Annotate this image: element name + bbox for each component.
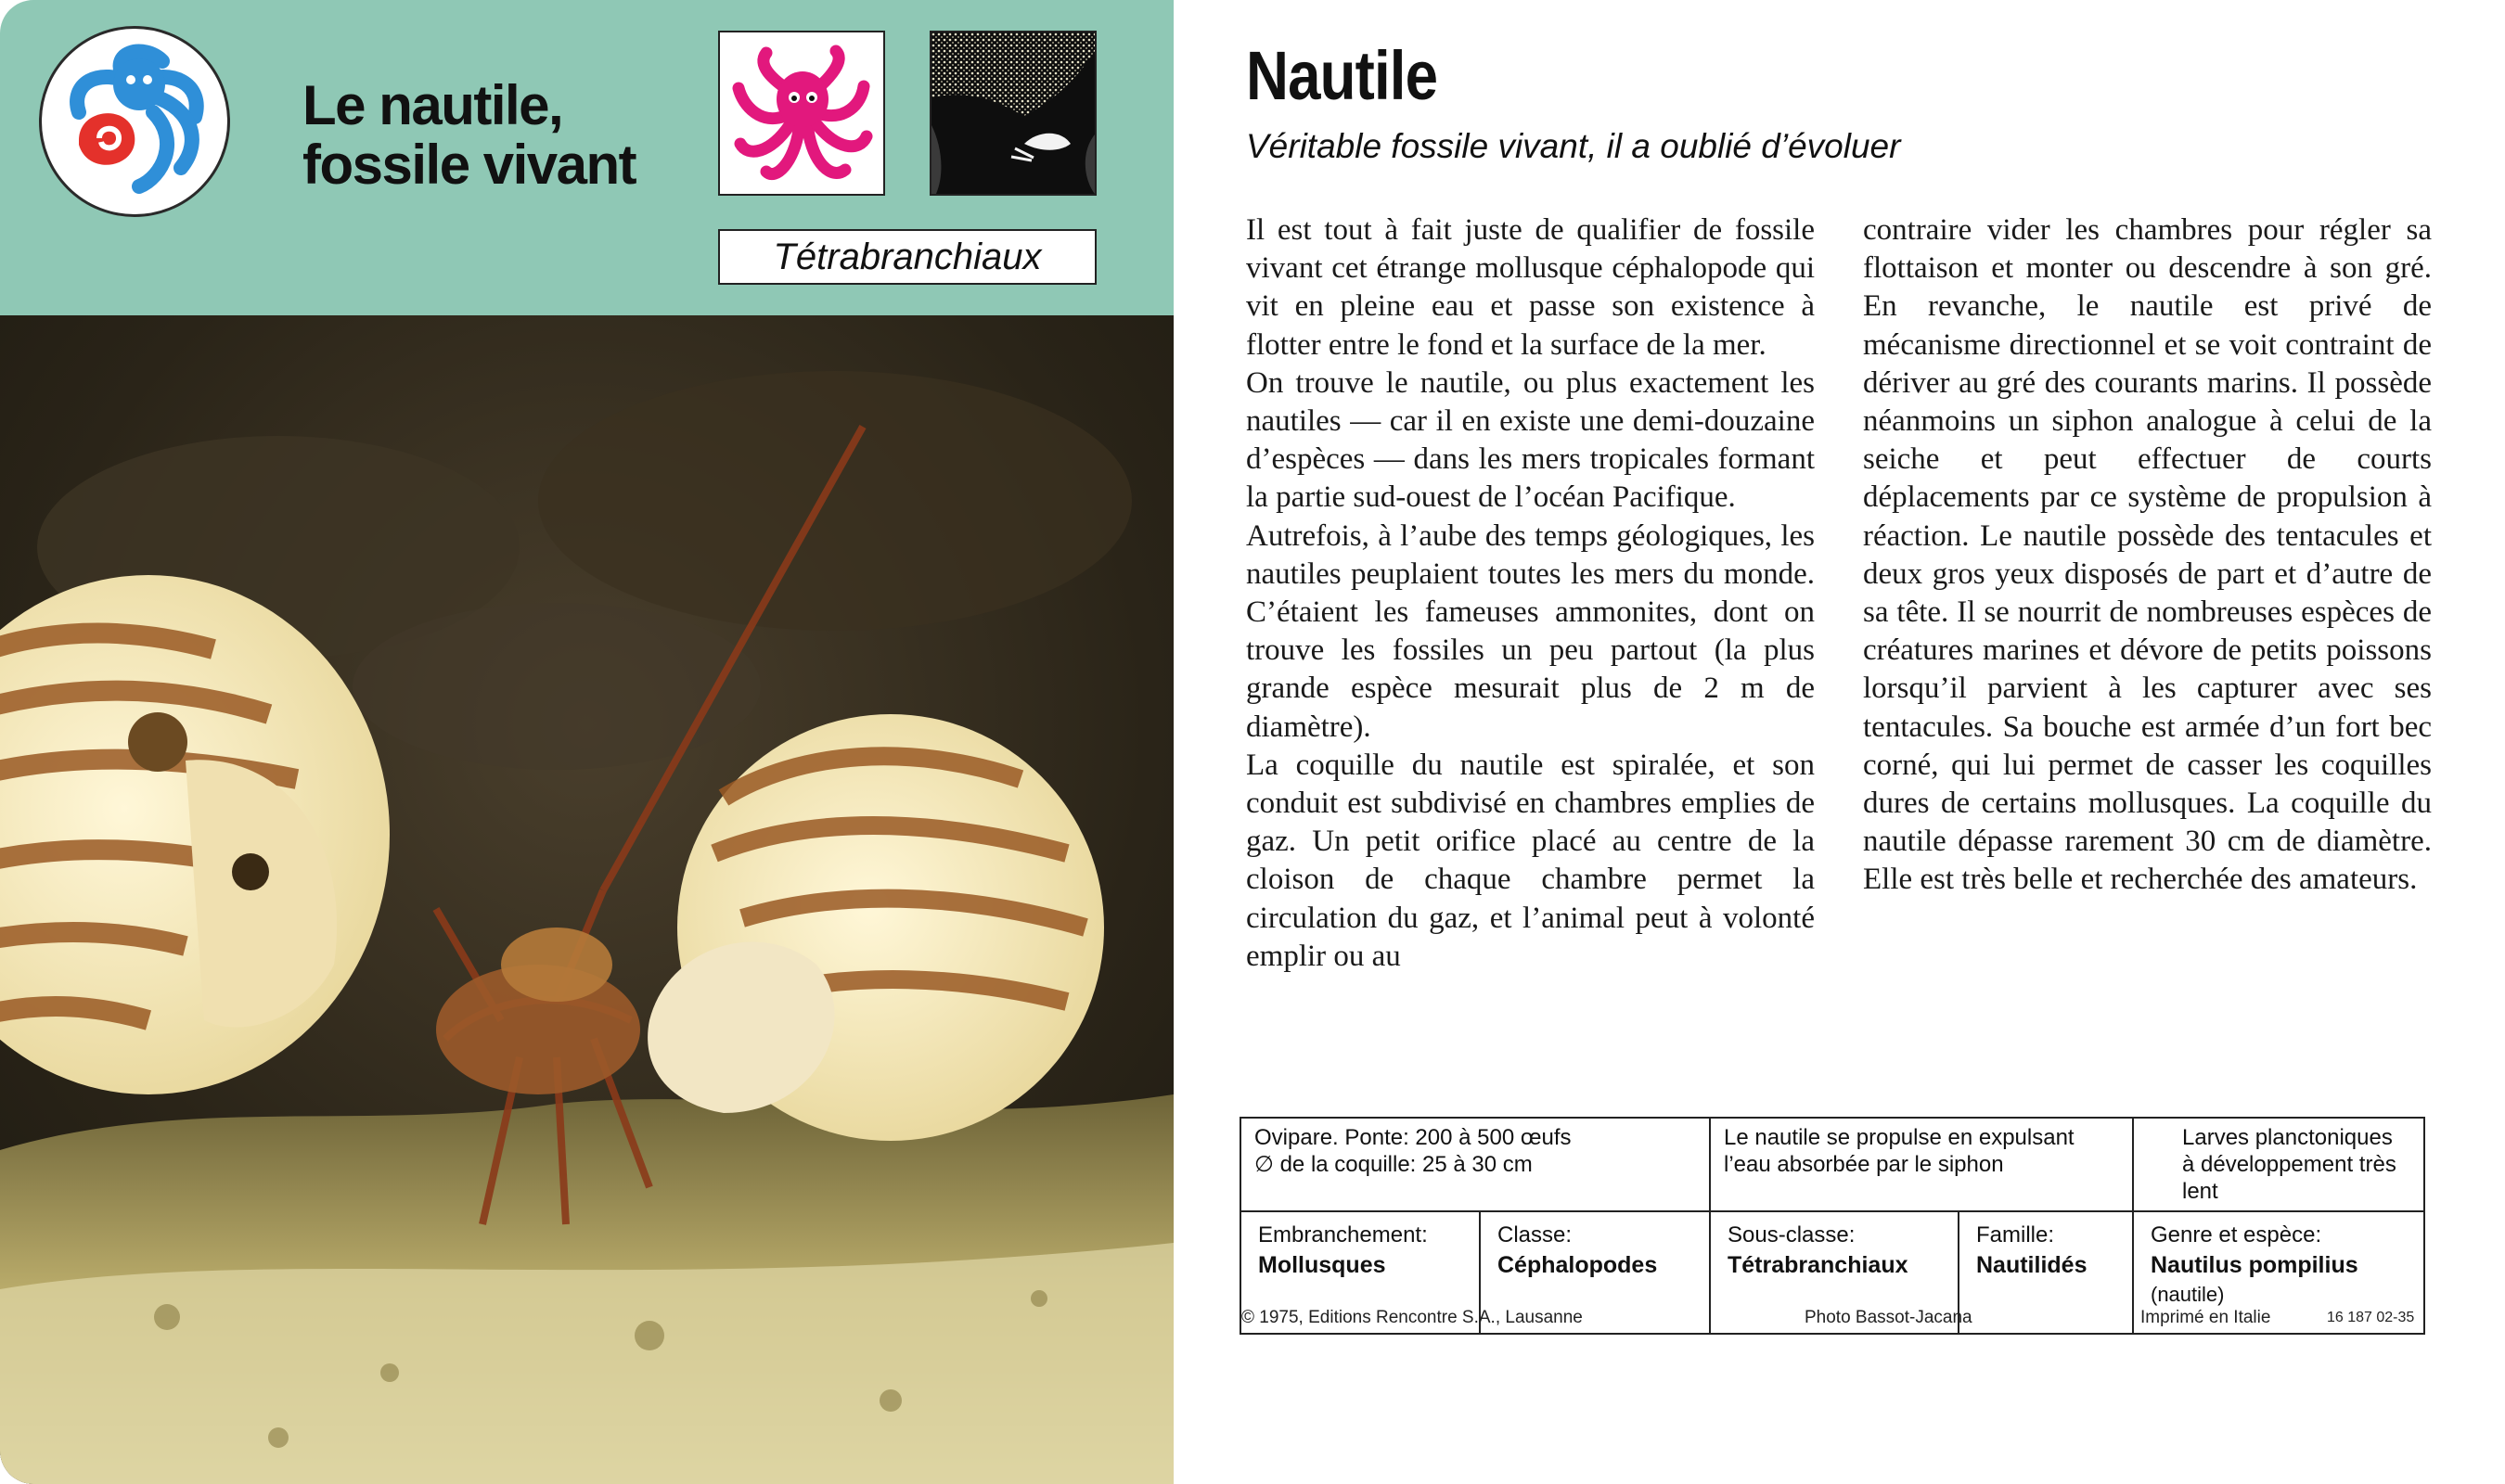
body-text-column-1 (1246, 211, 1815, 976)
shell-diameter-line: ∅ de la coquille: 25 à 30 cm (1254, 1152, 1533, 1177)
propulsion-cell (1710, 1118, 2133, 1211)
pink-octopus-icon (720, 32, 883, 194)
front-card (0, 0, 1174, 1484)
facts-row (1240, 1118, 2424, 1211)
photo-credit: Photo Bassot-Jacana (1805, 1308, 1972, 1327)
paragraph: Il est tout à fait juste de qualifier de fossile vivant cet étrange mollusque céphalopode qui vit en pleine eau et passe son existence à flotter entre le fond et la surface de la mer. (1246, 213, 1815, 362)
taxonomy-label: Genre et espèce: (2151, 1222, 2322, 1247)
larvae-cell (2133, 1118, 2424, 1211)
taxonomy-label: Embranchement: (1258, 1222, 1428, 1247)
taxonomy-common-name: (nautile) (2151, 1283, 2225, 1306)
larvae-line: à développement très lent (2182, 1152, 2396, 1204)
facts-table (1240, 1117, 2425, 1335)
larvae-line: Larves planctoniques (2182, 1125, 2393, 1150)
taxonomy-label: Classe: (1497, 1222, 1573, 1247)
reference-number: 16 187 02-35 (2327, 1310, 2415, 1325)
paragraph: Autrefois, à l’aube des temps géologiques, les nautiles peuplaient toutes les mers du monde. C’étaient les fameuses ammonites, dont on trouve les fossiles un peu partout (la plus grande espèce mesurait plus de 2 m de diamètre). (1246, 518, 1815, 744)
octopus-group-box (718, 31, 885, 196)
front-title-line2: fossile vivant (302, 134, 636, 196)
taxonomy-value: Tétrabranchiaux (1728, 1252, 1908, 1278)
taxonomy-family (1959, 1211, 2133, 1334)
copyright: © 1975, Editions Rencontre S.A., Lausanne (1241, 1308, 1583, 1327)
paragraph: contraire vider les chambres pour régler sa flottaison et monter ou descendre à son gré. En revanche, le nautile est privé de mécanisme directionnel et se voit contraint de dériver au gré des courants marins. Il possède néanmoins un siphon analogue à celui de la seiche et peut effectuer de courts déplacements par ce système de propulsion à réaction. Le nautile possède des tentacules et deux gros yeux disposés de part et d’autre de sa tête. Il se nourrit de nombreuses espèces de créatures marines et dévore de petits poissons lorsqu’il parvient à les capturer avec ses tentacules. Sa bouche est armée d’un fort bec corné, qui lui permet de casser les coquilles dures de certains mollusques. La coquille du nautile dépasse rarement 30 cm de diamètre. Elle est très belle et recherchée des amateurs. (1863, 213, 2432, 897)
taxonomy-label: Sous-classe: (1728, 1222, 1856, 1247)
propulsion-line: l’eau absorbée par le siphon (1724, 1152, 2004, 1177)
mollusc-category-logo-icon (39, 26, 230, 217)
front-title-line1: Le nautile, (302, 74, 563, 136)
nautilus-photo (0, 315, 1174, 1484)
taxonomy-value: Nautilus pompilius (2151, 1252, 2358, 1278)
class-label-box: Tétrabranchiaux (718, 229, 1097, 285)
printed-in: Imprimé en Italie (2140, 1308, 2271, 1327)
taxonomy-label: Famille: (1976, 1222, 2055, 1247)
propulsion-line: Le nautile se propulse en expulsant (1724, 1125, 2075, 1150)
taxonomy-value: Céphalopodes (1497, 1252, 1658, 1278)
taxonomy-value: Mollusques (1258, 1252, 1386, 1278)
habitat-icon (930, 31, 1097, 196)
paragraph: La coquille du nautile est spiralée, et son conduit est subdivisé en chambres emplies de gaz. Un petit orifice placé au centre de la cloison de chaque chambre permet la circulation du gaz, et l’animal peut à volonté emplir ou au (1246, 748, 1815, 973)
body-text-column-2 (1863, 211, 2432, 900)
reproduction-line: Ovipare. Ponte: 200 à 500 œufs (1254, 1125, 1572, 1150)
front-title (302, 76, 636, 195)
paragraph: On trouve le nautile, ou plus exactement les nautiles — car il en existe une demi-douzaine d’espèces — dans les mers tropicales formant la partie sud-ouest de l’océan Pacifique. (1246, 365, 1815, 515)
reproduction-cell (1240, 1118, 1710, 1211)
taxonomy-value: Nautilidés (1976, 1252, 2088, 1278)
back-title: Nautile (1246, 37, 1438, 114)
back-subtitle: Véritable fossile vivant, il a oublié d’évoluer (1246, 127, 1901, 165)
